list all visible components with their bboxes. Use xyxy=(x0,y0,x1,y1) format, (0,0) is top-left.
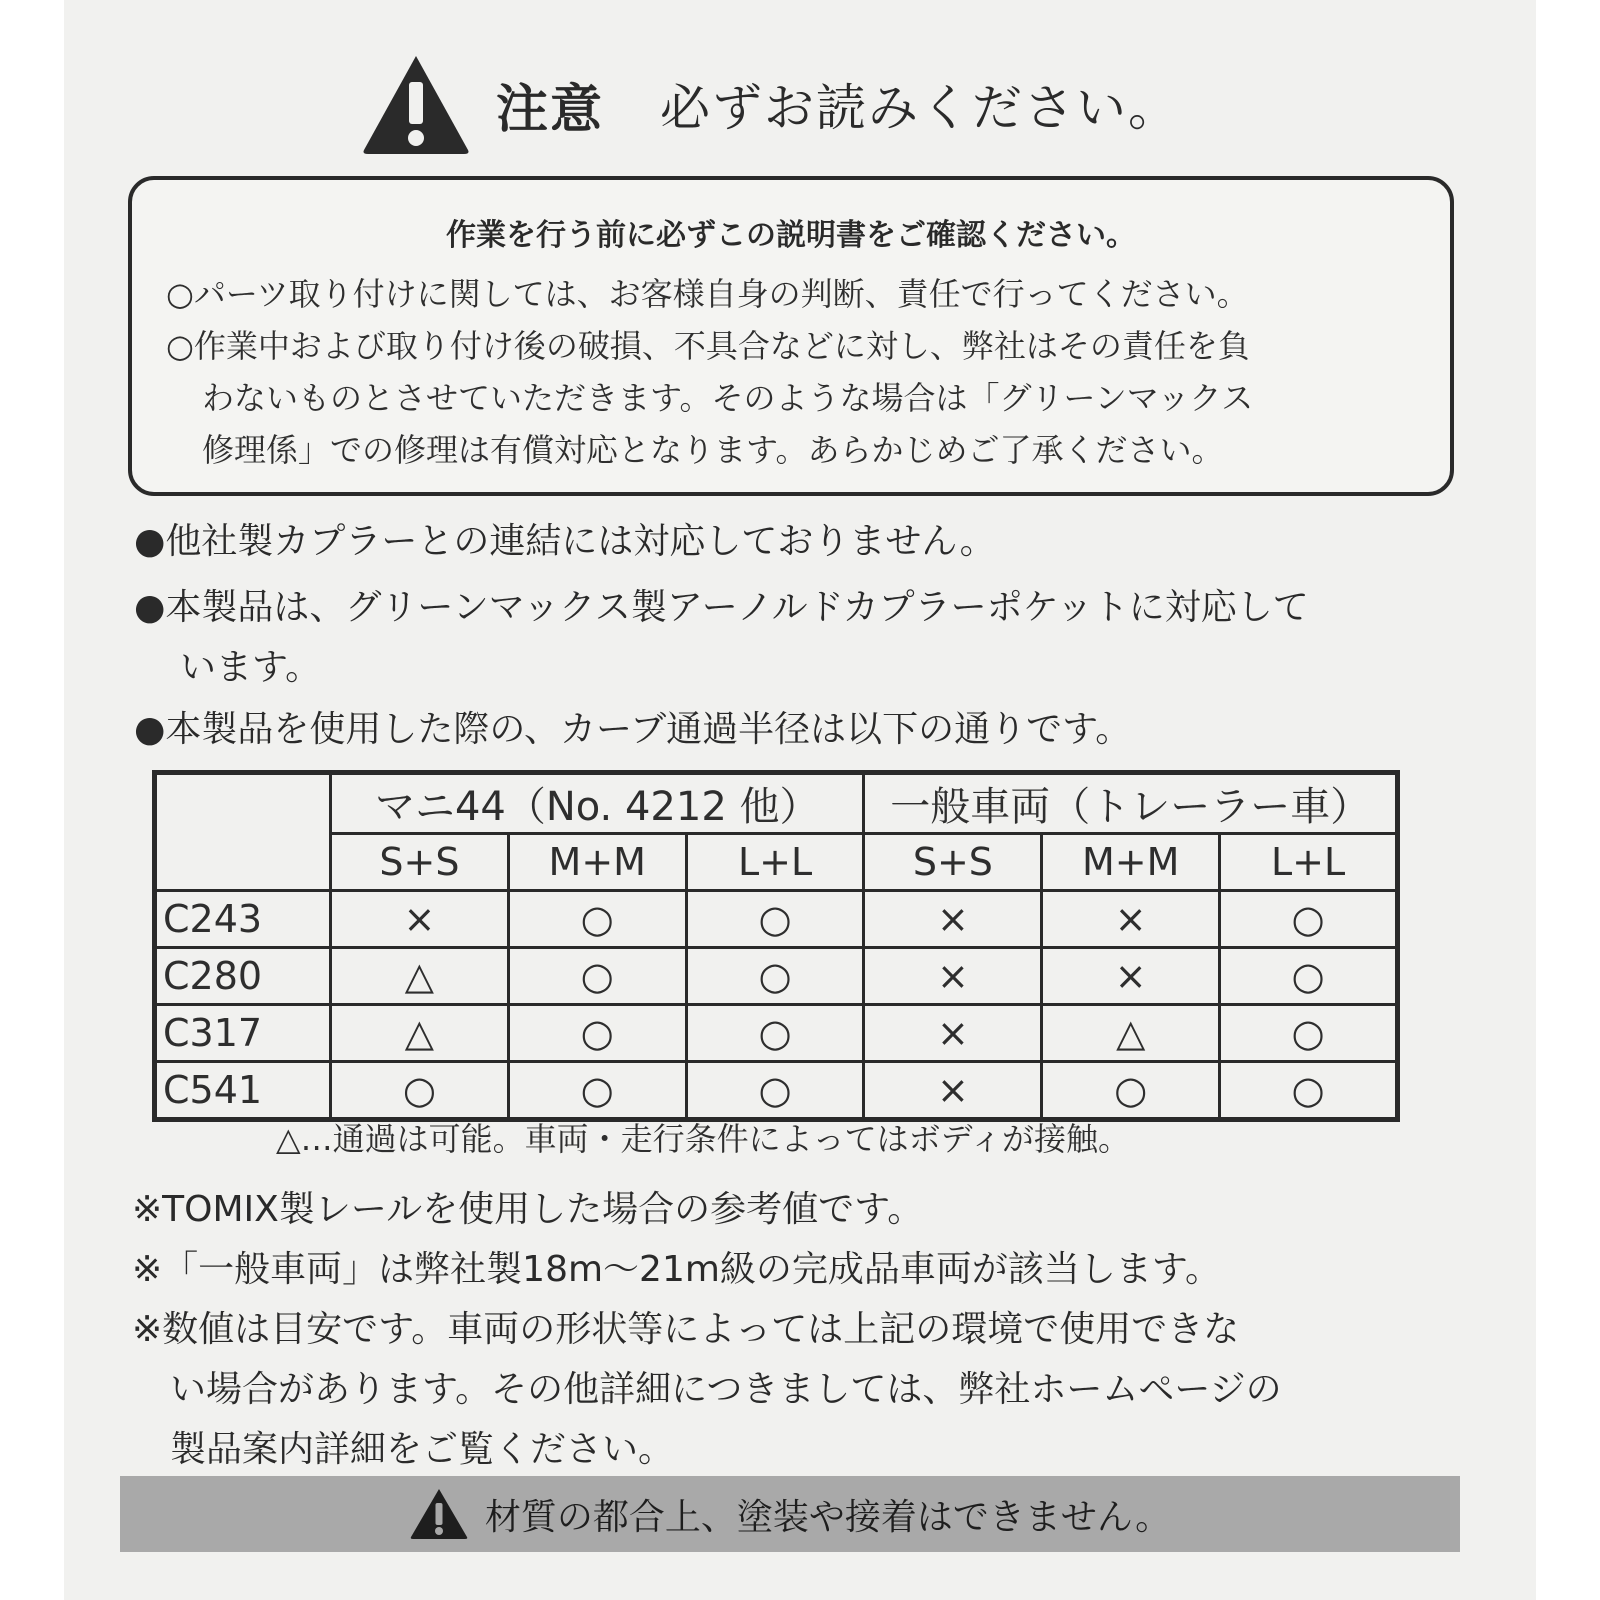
table-row xyxy=(155,1062,1398,1120)
table-cell: ○ xyxy=(1220,1062,1398,1120)
caution-header xyxy=(360,44,1180,164)
table-cell: ○ xyxy=(686,1062,864,1120)
table-cell: ○ xyxy=(331,1062,509,1120)
note-line: ※TOMIX製レールを使用した場合の参考値です。 xyxy=(132,1189,924,1230)
group-header-mani44: マニ44（No. 4212 他） xyxy=(331,773,864,834)
bullet-line: ●本製品を使用した際の、カーブ通過半径は以下の通りです。 xyxy=(134,709,1132,750)
warning-triangle-icon xyxy=(360,52,472,156)
table-row xyxy=(155,891,1398,948)
table-cell: ○ xyxy=(508,891,686,948)
notice-item xyxy=(166,320,1426,476)
table-group-header-row xyxy=(155,773,1398,834)
warning-triangle-icon xyxy=(409,1487,469,1541)
bullet-item xyxy=(134,578,1454,698)
bullet-line: ●他社製カプラーとの連結には対応しておりません。 xyxy=(134,521,996,562)
coupler-subheader: L+L xyxy=(1220,834,1398,891)
table-cell: ○ xyxy=(1220,891,1398,948)
bullet-line: ●本製品は、グリーンマックス製アーノルドカプラーポケットに対応して xyxy=(134,587,1309,628)
table-cell: × xyxy=(864,948,1042,1005)
table-cell: × xyxy=(1042,891,1220,948)
notice-item-line: 修理係」での修理は有償対応となります。あらかじめご了承ください。 xyxy=(202,431,1224,469)
caution-subtitle: 必ずお読みください。 xyxy=(660,79,1181,137)
coupler-subheader: S+S xyxy=(331,834,509,891)
table-row xyxy=(155,1005,1398,1062)
coupler-subheader: M+M xyxy=(508,834,686,891)
table-cell: × xyxy=(864,1062,1042,1120)
notice-heading: 作業を行う前に必ずこの説明書をご確認ください。 xyxy=(446,218,1136,253)
coupler-subheader: S+S xyxy=(864,834,1042,891)
table-cell: ○ xyxy=(1220,1005,1398,1062)
table-cell: × xyxy=(1042,948,1220,1005)
notice-item-line: ○パーツ取り付けに関しては、お客様自身の判断、責任で行ってください。 xyxy=(166,275,1249,313)
note-item xyxy=(132,1180,1452,1240)
material-warning-text: 材質の都合上、塗装や接着はできません。 xyxy=(484,1496,1172,1538)
bullet-item xyxy=(134,512,1454,572)
note-line: 製品案内詳細をご覧ください。 xyxy=(170,1429,675,1470)
table-cell: ○ xyxy=(1042,1062,1220,1120)
table-cell: ○ xyxy=(686,891,864,948)
table-cell: ○ xyxy=(508,1062,686,1120)
curve-radius-table xyxy=(152,770,1400,1122)
table-cell: ○ xyxy=(686,1005,864,1062)
table-row xyxy=(155,948,1398,1005)
notice-item-line: わないものとさせていただきます。そのような場合は「グリーンマックス xyxy=(202,379,1254,417)
note-item xyxy=(132,1240,1452,1300)
note-line: ※数値は目安です。車両の形状等によっては上記の環境で使用できな xyxy=(132,1309,1240,1350)
table-legend: △…通過は可能。車両・走行条件によってはボディが接触。 xyxy=(276,1120,1131,1158)
note-item xyxy=(132,1300,1452,1480)
bullet-item xyxy=(134,700,1454,760)
table-cell: △ xyxy=(1042,1005,1220,1062)
radius-label: C243 xyxy=(155,891,331,948)
radius-label: C541 xyxy=(155,1062,331,1120)
table-cell: △ xyxy=(331,1005,509,1062)
table-subheader-row xyxy=(155,834,1398,891)
radius-label: C280 xyxy=(155,948,331,1005)
notice-box xyxy=(128,176,1454,496)
table-cell: ○ xyxy=(508,948,686,1005)
note-line: い場合があります。その他詳細につきましては、弊社ホームページの xyxy=(170,1369,1282,1410)
table-cell: × xyxy=(864,891,1042,948)
coupler-subheader: L+L xyxy=(686,834,864,891)
table-cell: × xyxy=(864,1005,1042,1062)
bullet-line: います。 xyxy=(180,647,322,688)
caution-title: 注意 xyxy=(496,79,605,140)
table-cell: × xyxy=(331,891,509,948)
table-corner-cell xyxy=(155,773,331,891)
table-cell: ○ xyxy=(1220,948,1398,1005)
notice-item-line: ○作業中および取り付け後の破損、不具合などに対し、弊社はその責任を負 xyxy=(166,327,1250,365)
coupler-subheader: M+M xyxy=(1042,834,1220,891)
table-cell: ○ xyxy=(508,1005,686,1062)
notice-item xyxy=(166,268,1426,320)
material-warning-band xyxy=(120,1476,1460,1552)
group-header-general-car: 一般車両（トレーラー車） xyxy=(864,773,1398,834)
table-cell: △ xyxy=(331,948,509,1005)
table-cell: ○ xyxy=(686,948,864,1005)
note-line: ※「一般車両」は弊社製18m～21m級の完成品車両が該当します。 xyxy=(132,1249,1222,1290)
radius-label: C317 xyxy=(155,1005,331,1062)
